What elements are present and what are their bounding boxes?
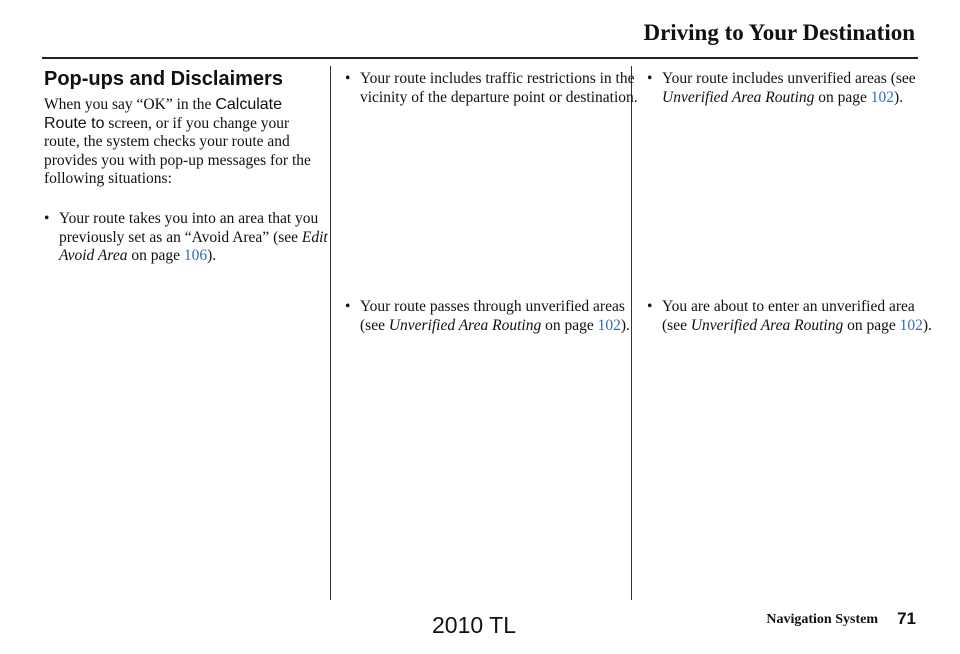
bullet-text: on page xyxy=(843,316,900,334)
bullet-text: ). xyxy=(620,316,630,334)
column-left xyxy=(44,66,328,264)
page-header-title: Driving to Your Destination xyxy=(643,20,915,45)
bullet-text: ). xyxy=(894,88,904,106)
bullet-text: You are about to enter an unverified area (see xyxy=(662,298,915,334)
bullet-enter-unverified xyxy=(647,298,942,335)
bullet-dot: • xyxy=(647,70,653,87)
bullet-text: ). xyxy=(922,316,932,334)
cross-reference: Unverified Area Routing xyxy=(690,316,844,334)
bullet-text: Your route includes unverified areas (see xyxy=(662,70,916,87)
bullet-dot: • xyxy=(345,298,351,315)
cross-reference: Unverified Area Routing xyxy=(662,88,815,106)
header-divider xyxy=(42,57,918,59)
bullet-includes-unverified xyxy=(647,70,942,107)
intro-text-a: When you say “OK” in the xyxy=(44,96,216,113)
bullet-dot: • xyxy=(44,210,50,227)
column-divider-1 xyxy=(330,66,331,600)
page-link-106[interactable]: 106 xyxy=(183,247,208,264)
bullet-text: Your route includes traffic restrictions in the vicinity of the departure point or destination. xyxy=(360,70,638,106)
intro-text-b: screen, or if you change your route, the system checks your route and provides you with pop-up messages for the following situations: xyxy=(44,114,311,187)
bullet-text: Your route passes through unverified areas (see xyxy=(360,298,625,334)
bullet-passes-unverified xyxy=(345,298,640,335)
bullet-avoid-area xyxy=(44,210,339,266)
bullet-dot: • xyxy=(647,298,653,315)
cross-reference: Edit Avoid Area xyxy=(59,228,328,264)
page-link-102[interactable]: 102 xyxy=(899,316,923,334)
footer-label: Navigation System xyxy=(766,612,878,627)
bullet-text: on page xyxy=(127,247,184,264)
page-link-102[interactable]: 102 xyxy=(870,88,895,106)
bullet-dot: • xyxy=(345,70,351,87)
model-watermark: 2010 TL xyxy=(432,612,516,638)
bullet-text: on page xyxy=(541,316,598,334)
bullet-text: on page xyxy=(814,88,871,106)
bullet-traffic-restrictions xyxy=(345,70,640,107)
section-heading: Pop-ups and Disclaimers xyxy=(44,68,283,90)
intro-screen-name: Calculate Route to xyxy=(44,96,283,132)
intro-paragraph xyxy=(44,96,319,189)
cross-reference: Unverified Area Routing xyxy=(388,316,542,334)
page-link-102[interactable]: 102 xyxy=(597,316,621,334)
bullet-text: ). xyxy=(207,247,217,264)
page-number: 71 xyxy=(897,609,916,628)
bullet-text: Your route takes you into an area that you previously set as an “Avoid Area” (see xyxy=(59,210,319,246)
